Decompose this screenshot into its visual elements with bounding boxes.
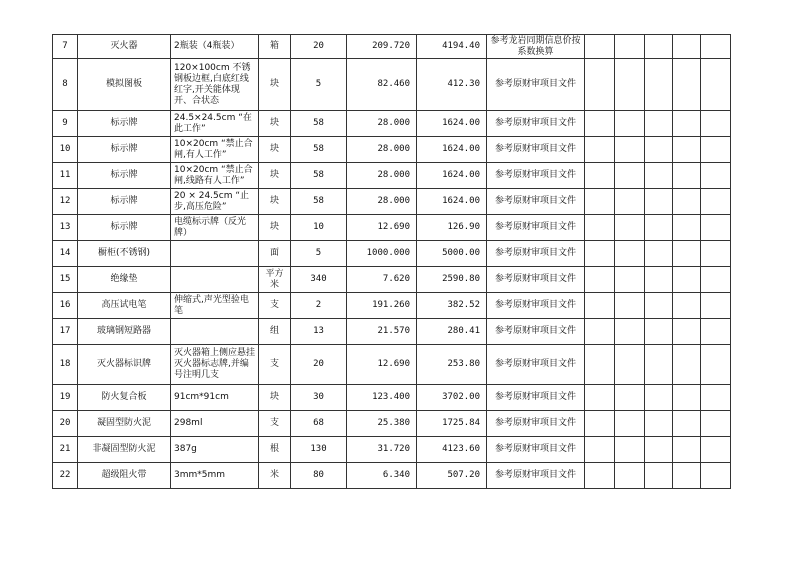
item-unit: 支 xyxy=(259,293,291,319)
item-unit-price: 12.690 xyxy=(347,215,417,241)
item-unit-price: 6.340 xyxy=(347,463,417,489)
item-unit: 面 xyxy=(259,241,291,267)
empty-cell xyxy=(673,437,701,463)
empty-cell xyxy=(673,385,701,411)
empty-cell xyxy=(645,463,673,489)
item-unit: 块 xyxy=(259,215,291,241)
table-row xyxy=(53,59,731,111)
row-number: 16 xyxy=(53,293,78,319)
item-spec: 298ml xyxy=(171,411,259,437)
row-number: 12 xyxy=(53,189,78,215)
table-row xyxy=(53,35,731,59)
empty-cell xyxy=(673,411,701,437)
item-quantity: 10 xyxy=(291,215,347,241)
empty-cell xyxy=(701,35,731,59)
empty-cell xyxy=(585,385,615,411)
empty-cell xyxy=(673,59,701,111)
row-number: 7 xyxy=(53,35,78,59)
empty-cell xyxy=(645,267,673,293)
empty-cell xyxy=(645,385,673,411)
empty-cell xyxy=(615,267,645,293)
item-name: 模拟图板 xyxy=(78,59,171,111)
table-row xyxy=(53,463,731,489)
item-unit: 组 xyxy=(259,319,291,345)
empty-cell xyxy=(673,241,701,267)
item-note: 参考原财审项目文件 xyxy=(487,319,585,345)
empty-cell xyxy=(645,59,673,111)
item-unit: 块 xyxy=(259,59,291,111)
empty-cell xyxy=(585,293,615,319)
item-spec xyxy=(171,267,259,293)
item-spec xyxy=(171,319,259,345)
table-row xyxy=(53,163,731,189)
empty-cell xyxy=(615,215,645,241)
table-row xyxy=(53,189,731,215)
item-total: 507.20 xyxy=(417,463,487,489)
row-number: 8 xyxy=(53,59,78,111)
item-spec: 10×20cm “禁止合闸,线路有人工作” xyxy=(171,163,259,189)
empty-cell xyxy=(701,319,731,345)
item-unit: 块 xyxy=(259,385,291,411)
item-name: 标示牌 xyxy=(78,137,171,163)
item-name: 橱柜(不锈钢) xyxy=(78,241,171,267)
empty-cell xyxy=(701,189,731,215)
table-row xyxy=(53,241,731,267)
item-total: 5000.00 xyxy=(417,241,487,267)
empty-cell xyxy=(701,215,731,241)
empty-cell xyxy=(615,319,645,345)
empty-cell xyxy=(645,293,673,319)
empty-cell xyxy=(585,463,615,489)
empty-cell xyxy=(585,163,615,189)
empty-cell xyxy=(701,163,731,189)
item-spec: 电缆标示牌（反光牌） xyxy=(171,215,259,241)
empty-cell xyxy=(673,215,701,241)
item-total: 1725.84 xyxy=(417,411,487,437)
empty-cell xyxy=(615,293,645,319)
table-row xyxy=(53,411,731,437)
empty-cell xyxy=(585,111,615,137)
item-total: 3702.00 xyxy=(417,385,487,411)
row-number: 10 xyxy=(53,137,78,163)
item-name: 玻璃钢短路器 xyxy=(78,319,171,345)
row-number: 15 xyxy=(53,267,78,293)
empty-cell xyxy=(701,437,731,463)
item-name: 标示牌 xyxy=(78,111,171,137)
item-name: 标示牌 xyxy=(78,163,171,189)
empty-cell xyxy=(645,437,673,463)
empty-cell xyxy=(673,319,701,345)
item-note: 参考原财审项目文件 xyxy=(487,411,585,437)
table-row xyxy=(53,345,731,385)
item-quantity: 30 xyxy=(291,385,347,411)
item-spec: 24.5×24.5cm “在此工作” xyxy=(171,111,259,137)
item-total: 4194.40 xyxy=(417,35,487,59)
item-quantity: 130 xyxy=(291,437,347,463)
item-spec: 灭火器箱上侧应悬挂灭火器标志牌,并编号注明几支 xyxy=(171,345,259,385)
cost-table xyxy=(52,34,731,489)
empty-cell xyxy=(701,59,731,111)
empty-cell xyxy=(673,189,701,215)
item-note: 参考原财审项目文件 xyxy=(487,241,585,267)
table-row xyxy=(53,137,731,163)
item-unit: 块 xyxy=(259,189,291,215)
row-number: 20 xyxy=(53,411,78,437)
empty-cell xyxy=(585,241,615,267)
item-unit-price: 82.460 xyxy=(347,59,417,111)
item-name: 高压试电笔 xyxy=(78,293,171,319)
empty-cell xyxy=(645,111,673,137)
empty-cell xyxy=(615,163,645,189)
item-unit: 块 xyxy=(259,111,291,137)
empty-cell xyxy=(615,59,645,111)
row-number: 19 xyxy=(53,385,78,411)
item-total: 4123.60 xyxy=(417,437,487,463)
item-name: 非凝固型防火泥 xyxy=(78,437,171,463)
item-unit: 平方米 xyxy=(259,267,291,293)
empty-cell xyxy=(701,385,731,411)
item-name: 防火复合板 xyxy=(78,385,171,411)
item-note: 参考原财审项目文件 xyxy=(487,59,585,111)
empty-cell xyxy=(645,215,673,241)
item-note: 参考原财审项目文件 xyxy=(487,463,585,489)
empty-cell xyxy=(585,267,615,293)
item-spec: 3mm*5mm xyxy=(171,463,259,489)
empty-cell xyxy=(673,111,701,137)
item-note: 参考原财审项目文件 xyxy=(487,437,585,463)
empty-cell xyxy=(701,241,731,267)
item-name: 标示牌 xyxy=(78,189,171,215)
item-name: 灭火器 xyxy=(78,35,171,59)
empty-cell xyxy=(615,35,645,59)
empty-cell xyxy=(673,463,701,489)
item-quantity: 340 xyxy=(291,267,347,293)
empty-cell xyxy=(701,137,731,163)
item-quantity: 58 xyxy=(291,137,347,163)
item-unit-price: 28.000 xyxy=(347,189,417,215)
empty-cell xyxy=(585,437,615,463)
item-note: 参考原财审项目文件 xyxy=(487,345,585,385)
empty-cell xyxy=(615,437,645,463)
empty-cell xyxy=(701,345,731,385)
item-unit: 支 xyxy=(259,345,291,385)
item-total: 253.80 xyxy=(417,345,487,385)
empty-cell xyxy=(585,189,615,215)
item-quantity: 58 xyxy=(291,111,347,137)
item-unit: 箱 xyxy=(259,35,291,59)
row-number: 13 xyxy=(53,215,78,241)
row-number: 17 xyxy=(53,319,78,345)
item-quantity: 20 xyxy=(291,345,347,385)
empty-cell xyxy=(585,35,615,59)
empty-cell xyxy=(673,163,701,189)
item-quantity: 13 xyxy=(291,319,347,345)
item-unit: 块 xyxy=(259,137,291,163)
empty-cell xyxy=(615,411,645,437)
item-unit-price: 25.380 xyxy=(347,411,417,437)
empty-cell xyxy=(615,111,645,137)
row-number: 18 xyxy=(53,345,78,385)
item-quantity: 5 xyxy=(291,241,347,267)
item-unit-price: 7.620 xyxy=(347,267,417,293)
empty-cell xyxy=(645,411,673,437)
item-name: 超级阻火带 xyxy=(78,463,171,489)
item-note: 参考原财审项目文件 xyxy=(487,163,585,189)
empty-cell xyxy=(585,345,615,385)
empty-cell xyxy=(701,411,731,437)
empty-cell xyxy=(645,319,673,345)
empty-cell xyxy=(673,137,701,163)
item-total: 1624.00 xyxy=(417,111,487,137)
empty-cell xyxy=(585,59,615,111)
item-unit-price: 28.000 xyxy=(347,111,417,137)
empty-cell xyxy=(585,319,615,345)
item-note: 参考原财审项目文件 xyxy=(487,137,585,163)
table-row xyxy=(53,293,731,319)
table-row xyxy=(53,437,731,463)
item-name: 凝固型防火泥 xyxy=(78,411,171,437)
empty-cell xyxy=(615,137,645,163)
item-spec: 91cm*91cm xyxy=(171,385,259,411)
item-total: 1624.00 xyxy=(417,163,487,189)
item-unit-price: 191.260 xyxy=(347,293,417,319)
row-number: 9 xyxy=(53,111,78,137)
empty-cell xyxy=(701,463,731,489)
item-unit-price: 12.690 xyxy=(347,345,417,385)
item-quantity: 68 xyxy=(291,411,347,437)
row-number: 21 xyxy=(53,437,78,463)
row-number: 22 xyxy=(53,463,78,489)
item-unit: 支 xyxy=(259,411,291,437)
item-spec: 387g xyxy=(171,437,259,463)
empty-cell xyxy=(615,189,645,215)
empty-cell xyxy=(615,463,645,489)
empty-cell xyxy=(645,345,673,385)
empty-cell xyxy=(645,163,673,189)
item-note: 参考龙岩同期信息价按系数换算 xyxy=(487,35,585,59)
item-unit: 米 xyxy=(259,463,291,489)
item-note: 参考原财审项目文件 xyxy=(487,189,585,215)
item-total: 126.90 xyxy=(417,215,487,241)
item-total: 1624.00 xyxy=(417,137,487,163)
item-quantity: 2 xyxy=(291,293,347,319)
empty-cell xyxy=(615,241,645,267)
item-total: 280.41 xyxy=(417,319,487,345)
item-spec: 2瓶装（4瓶装） xyxy=(171,35,259,59)
item-quantity: 20 xyxy=(291,35,347,59)
item-name: 灭火器标识牌 xyxy=(78,345,171,385)
item-unit-price: 28.000 xyxy=(347,137,417,163)
row-number: 14 xyxy=(53,241,78,267)
item-quantity: 58 xyxy=(291,163,347,189)
empty-cell xyxy=(585,215,615,241)
item-note: 参考原财审项目文件 xyxy=(487,111,585,137)
item-total: 2590.80 xyxy=(417,267,487,293)
table-row xyxy=(53,267,731,293)
item-unit-price: 209.720 xyxy=(347,35,417,59)
item-quantity: 5 xyxy=(291,59,347,111)
item-total: 1624.00 xyxy=(417,189,487,215)
empty-cell xyxy=(645,189,673,215)
item-unit-price: 21.570 xyxy=(347,319,417,345)
item-spec: 20 × 24.5cm “止步,高压危险” xyxy=(171,189,259,215)
empty-cell xyxy=(701,267,731,293)
item-unit: 根 xyxy=(259,437,291,463)
item-quantity: 80 xyxy=(291,463,347,489)
item-spec: 120×100cm 不锈钢板边框,白底红线红字,开关能体现开、合状态 xyxy=(171,59,259,111)
empty-cell xyxy=(645,137,673,163)
item-spec: 伸缩式,声光型验电笔 xyxy=(171,293,259,319)
empty-cell xyxy=(645,35,673,59)
empty-cell xyxy=(701,111,731,137)
table-row xyxy=(53,111,731,137)
item-note: 参考原财审项目文件 xyxy=(487,267,585,293)
empty-cell xyxy=(673,345,701,385)
empty-cell xyxy=(615,345,645,385)
empty-cell xyxy=(615,385,645,411)
empty-cell xyxy=(645,241,673,267)
row-number: 11 xyxy=(53,163,78,189)
item-name: 标示牌 xyxy=(78,215,171,241)
item-note: 参考原财审项目文件 xyxy=(487,385,585,411)
item-note: 参考原财审项目文件 xyxy=(487,293,585,319)
item-total: 412.30 xyxy=(417,59,487,111)
item-unit: 块 xyxy=(259,163,291,189)
table-row xyxy=(53,319,731,345)
item-quantity: 58 xyxy=(291,189,347,215)
table-row xyxy=(53,215,731,241)
item-unit-price: 31.720 xyxy=(347,437,417,463)
item-spec xyxy=(171,241,259,267)
item-spec: 10×20cm “禁止合闸,有人工作” xyxy=(171,137,259,163)
empty-cell xyxy=(673,293,701,319)
empty-cell xyxy=(585,411,615,437)
empty-cell xyxy=(673,267,701,293)
empty-cell xyxy=(673,35,701,59)
item-total: 382.52 xyxy=(417,293,487,319)
item-unit-price: 28.000 xyxy=(347,163,417,189)
item-unit-price: 123.400 xyxy=(347,385,417,411)
item-name: 绝缘垫 xyxy=(78,267,171,293)
empty-cell xyxy=(585,137,615,163)
table-row xyxy=(53,385,731,411)
item-unit-price: 1000.000 xyxy=(347,241,417,267)
item-note: 参考原财审项目文件 xyxy=(487,215,585,241)
empty-cell xyxy=(701,293,731,319)
